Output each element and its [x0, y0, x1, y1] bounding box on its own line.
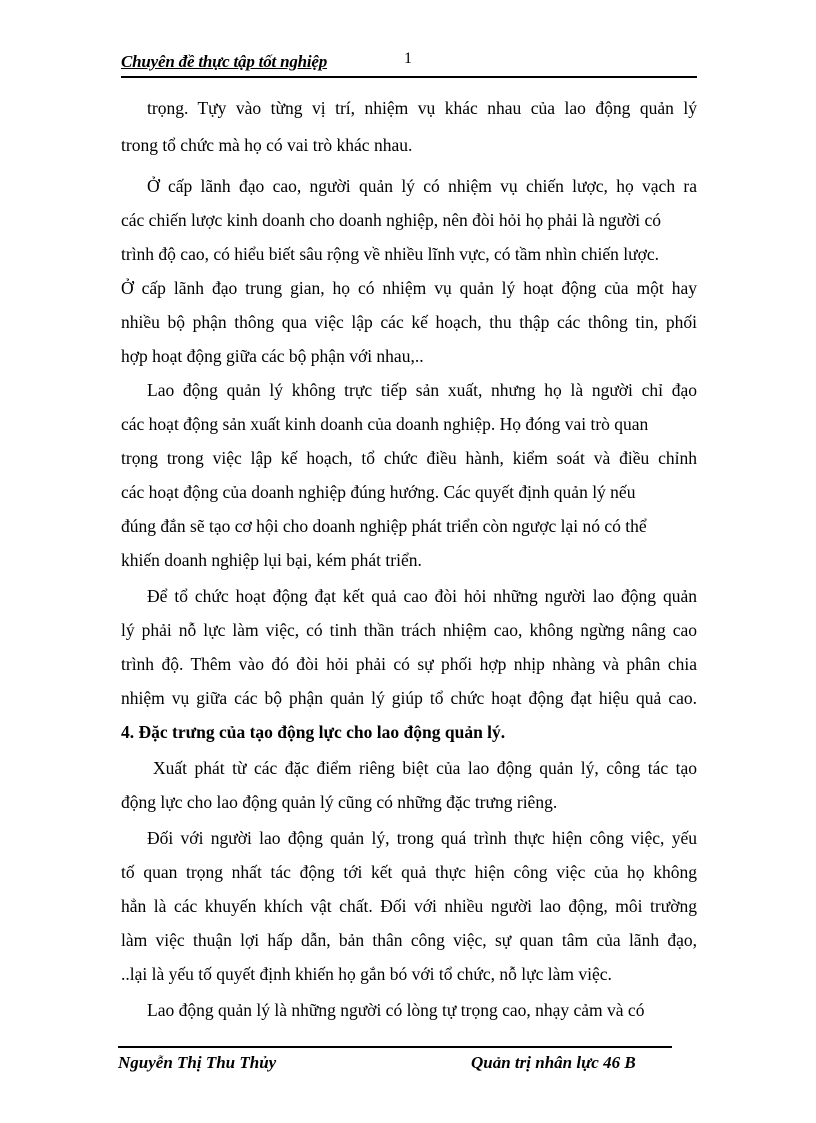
paragraph-line: trình độ cao, có hiểu biết sâu rộng về nhiều lĩnh vực, có tầm nhìn chiến lược. — [121, 244, 660, 264]
paragraph-line: trong tổ chức mà họ có vai trò khác nhau. — [121, 135, 413, 155]
paragraph-line: Lao động quản lý không trực tiếp sản xuất, nhưng họ là người chỉ đạo — [147, 380, 697, 400]
paragraph-line: đúng đắn sẽ tạo cơ hội cho doanh nghiệp phát triển còn ngược lại nó có thể — [121, 516, 647, 536]
paragraph-line: các chiến lược kinh doanh cho doanh nghiệp, nên đòi hỏi họ phải là người có — [121, 210, 661, 230]
paragraph-line: nhiều bộ phận thông qua việc lập các kế hoạch, thu thập các thông tin, phối — [121, 312, 697, 332]
paragraph-line: trọng. Tựy vào từng vị trí, nhiệm vụ khác nhau của lao động quản lý — [147, 98, 697, 118]
paragraph-line: làm việc thuận lợi hấp dẫn, bản thân công việc, sự quan tâm của lãnh đạo, — [121, 930, 697, 950]
paragraph-line: Đối với người lao động quản lý, trong quá trình thực hiện công việc, yếu — [147, 828, 697, 848]
paragraph-line: lý phải nỗ lực làm việc, có tinh thần trách nhiệm cao, không ngừng nâng cao — [121, 620, 697, 640]
page-header — [121, 50, 697, 78]
paragraph-line: hợp hoạt động giữa các bộ phận với nhau,.. — [121, 346, 424, 366]
paragraph-line: các hoạt động sản xuất kinh doanh của doanh nghiệp. Họ đóng vai trò quan — [121, 414, 649, 434]
paragraph-line: Xuất phát từ các đặc điểm riêng biệt của lao động quản lý, công tác tạo — [153, 758, 697, 778]
section-heading: 4. Đặc trưng của tạo động lực cho lao động quản lý. — [121, 722, 506, 742]
paragraph-line: Ở cấp lãnh đạo cao, người quản lý có nhiệm vụ chiến lược, họ vạch ra — [147, 176, 697, 196]
paragraph-line: ..lại là yếu tố quyết định khiến họ gắn bó với tổ chức, nỗ lực làm việc. — [121, 964, 612, 984]
header-title: Chuyên đề thực tập tốt nghiệp — [121, 52, 328, 71]
paragraph-line: Để tổ chức hoạt động đạt kết quả cao đòi hỏi những người lao động quản — [147, 586, 697, 606]
paragraph-line: khiến doanh nghiệp lụi bại, kém phát triển. — [121, 550, 422, 570]
paragraph-line: hẳn là các khuyến khích vật chất. Đối với nhiều người lao động, môi trường — [121, 896, 697, 916]
paragraph-line: các hoạt động của doanh nghiệp đúng hướng. Các quyết định quản lý nếu — [121, 482, 636, 502]
footer-class: Quản trị nhân lực 46 B — [471, 1053, 636, 1072]
paragraph-line: trọng trong việc lập kế hoạch, tổ chức điều hành, kiểm soát và điều chỉnh — [121, 448, 697, 468]
paragraph-line: trình độ. Thêm vào đó đòi hỏi phải có sự phối hợp nhịp nhàng và phân chia — [121, 654, 697, 674]
paragraph-line: tố quan trọng nhất tác động tới kết quả thực hiện công việc của họ không — [121, 862, 697, 882]
paragraph-line: Ở cấp lãnh đạo trung gian, họ có nhiệm vụ quản lý hoạt động của một hay — [121, 278, 697, 298]
page-number: 1 — [404, 50, 412, 67]
footer-author: Nguyễn Thị Thu Thủy — [118, 1053, 277, 1072]
paragraph-line: Lao động quản lý là những người có lòng tự trọng cao, nhạy cảm và có — [147, 1000, 645, 1020]
paragraph-line: động lực cho lao động quản lý cũng có những đặc trưng riêng. — [121, 792, 558, 812]
paragraph-line: nhiệm vụ giữa các bộ phận quản lý giúp tổ chức hoạt động đạt hiệu quả cao. — [121, 688, 697, 708]
page-footer — [118, 1046, 672, 1078]
